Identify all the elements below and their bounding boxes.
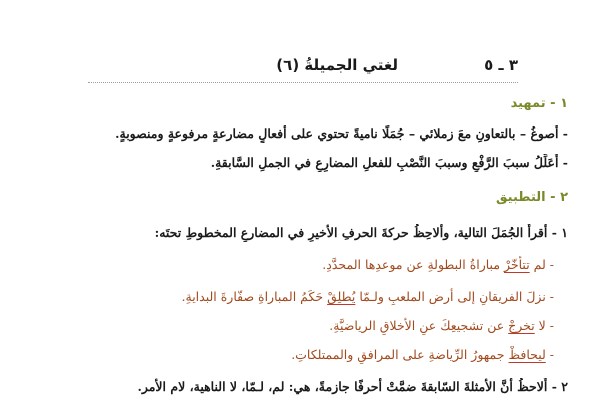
underlined-verb: تخرجْ <box>508 318 535 333</box>
example-text: - <box>545 347 554 362</box>
example-sentence <box>20 346 554 364</box>
example-text: - نزلَ الفريقانِ إلى أرضِ الملعبِ ولـمّا <box>355 289 554 304</box>
warmup-item: - أَصوغُ – بالتعاونِ معَ زملائي – جُمَلًا ناميةً تحتوي على أفعالٍ مضارعةٍ مرفوعةٍ ومنصوبةٍ. <box>115 126 568 141</box>
lesson-header <box>88 56 518 82</box>
underlined-verb: ليحافظْ <box>508 347 546 362</box>
warmup-item: - أُعَلِّلُ سببَ الرَّفْعِ وسببَ النَّصْبِ للفعلِ المضارِعِ في الجملِ السَّابقةِ. <box>210 155 568 170</box>
underlined-verb: يُطلِقْ <box>327 289 356 304</box>
lesson-number: ٣ ـ ٥ <box>484 56 518 74</box>
underlined-verb: تتأخّرْ <box>504 257 530 272</box>
example-sentence <box>20 256 554 274</box>
lesson-title: لغتي الجميلةُ (٦) <box>276 56 398 74</box>
practice-instruction: ١ - أقرأُ الجُمَلَ التالية، وألاحِظُ حركةَ الحرفِ الأخيرِ في المضارعِ المخطوطِ تحتَه: <box>154 225 568 240</box>
section-heading-warmup: ١ - تمهيد <box>510 96 568 111</box>
example-text: - لا <box>534 318 554 333</box>
example-sentence <box>20 288 554 306</box>
example-text: عن تشجيعِكَ عنِ الأخلاقِ الرياضيَّةِ. <box>329 318 509 333</box>
practice-note: ٢ - أُلاحظُ أنَّ الأمثلةَ السّابقةَ ضمَّتْ أحرفًا جازمةً، هي: لم، لـمّا، لا الناهية، لام الأمر. <box>137 379 568 394</box>
example-text: - لم <box>529 257 554 272</box>
example-text: جمهورُ الرِّياضةِ على المرافقِ والممتلكاتِ. <box>291 347 509 362</box>
example-text: مباراةُ البطولةِ عن موعدِها المحدَّدِ. <box>322 257 504 272</box>
example-sentence <box>20 317 554 335</box>
example-text: حَكَمُ المباراةِ صفّارةَ البدايةِ. <box>181 289 328 304</box>
section-heading-practice: ٢ - التطبيق <box>495 190 568 205</box>
dotted-separator <box>88 82 518 83</box>
